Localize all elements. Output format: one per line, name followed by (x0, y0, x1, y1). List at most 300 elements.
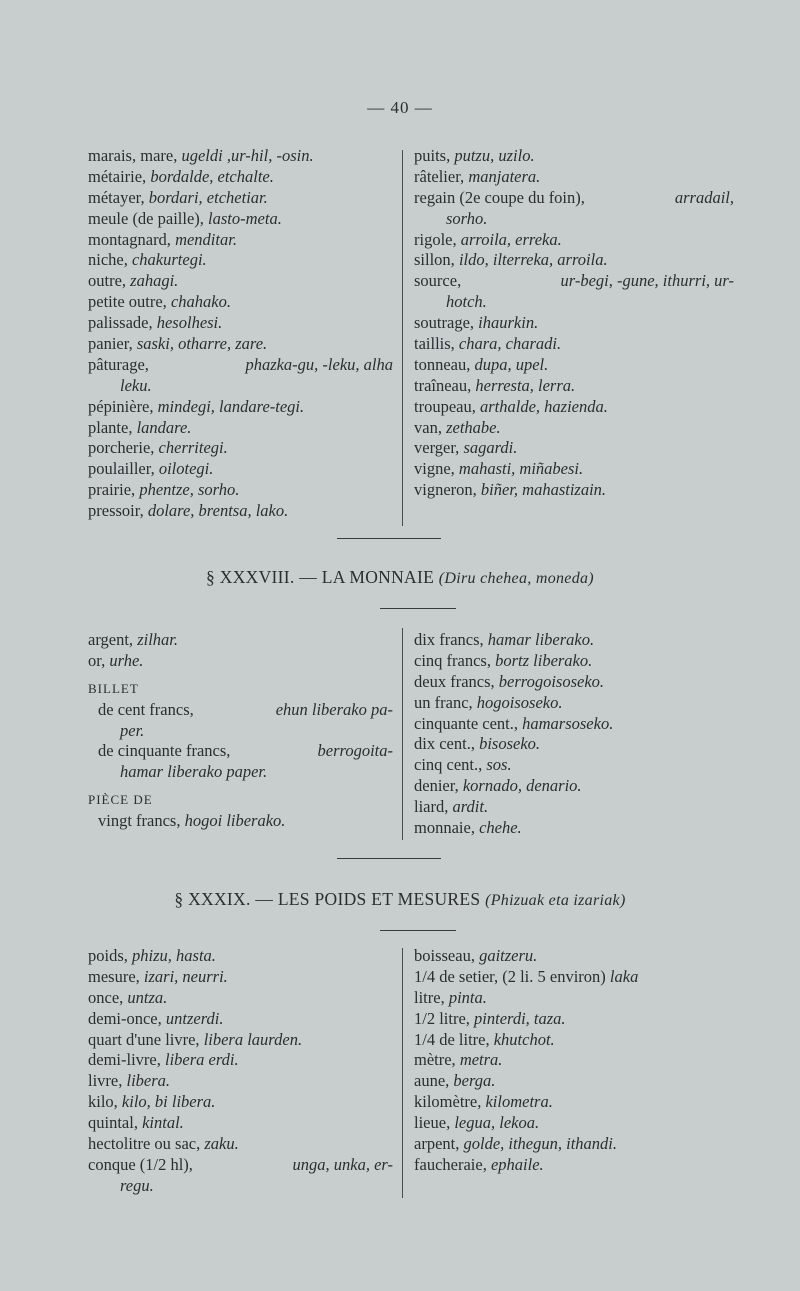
basque-translation: berrogoisoseko. (498, 671, 605, 691)
basque-translation: putzu, uzilo. (454, 146, 535, 165)
dictionary-entry (414, 271, 734, 313)
french-term: vigneron, (414, 480, 481, 500)
french-term: taillis, (414, 334, 459, 354)
dictionary-entry (414, 693, 734, 714)
basque-translation: arthalde, hazienda. (479, 396, 608, 416)
entry-line (88, 271, 393, 292)
french-term: demi-once, (88, 1008, 166, 1028)
entry-line (414, 818, 734, 839)
section-monnaie (84, 630, 734, 845)
dictionary-entry (414, 714, 734, 735)
dictionary-entry (414, 1030, 734, 1051)
dictionary-entry (88, 167, 393, 188)
entry-line (88, 630, 393, 651)
dictionary-entry (88, 1050, 393, 1071)
dictionary-entry (414, 1113, 734, 1134)
french-term: outre, (88, 271, 131, 291)
entry-line (88, 988, 393, 1009)
right-column (414, 946, 734, 1176)
entry-line (414, 1134, 734, 1155)
left-column (88, 630, 393, 832)
entry-line (414, 1071, 734, 1092)
entry-line (414, 967, 734, 988)
entry-line (88, 313, 393, 334)
basque-translation: sagardi. (463, 438, 518, 458)
french-term: niche, (88, 250, 132, 270)
dictionary-entry (414, 459, 734, 480)
dictionary-entry (414, 776, 734, 797)
dictionary-entry (414, 376, 734, 397)
french-term: traîneau, (414, 375, 476, 395)
basque-translation: golde, ithegun, ithandi. (463, 1134, 618, 1154)
basque-translation: bordalde, etchalte. (150, 166, 274, 186)
basque-translation: cherritegi. (158, 438, 228, 458)
dictionary-entry (414, 1071, 734, 1092)
basque-translation: zahagi. (130, 271, 179, 291)
dictionary-entry (414, 438, 734, 459)
dictionary-entry (88, 946, 393, 967)
dictionary-entry (414, 418, 734, 439)
basque-translation: khutchot. (493, 1029, 555, 1049)
entry-line (88, 230, 393, 251)
entry-line (88, 967, 393, 988)
basque-translation: zethabe. (446, 417, 501, 437)
french-term: rigole, (414, 229, 461, 249)
dictionary-entry (88, 741, 393, 783)
basque-translation: libera erdi. (164, 1050, 239, 1070)
french-term: cinq francs, (414, 650, 496, 670)
entry-line (414, 250, 734, 271)
dictionary-entry (414, 755, 734, 776)
entry-line (414, 630, 734, 651)
french-term: argent, (88, 630, 138, 649)
entry-line (88, 1030, 393, 1051)
basque-translation: unga, unka, er- (292, 1154, 393, 1174)
french-term: denier, (414, 776, 463, 796)
basque-translation: menditar. (175, 229, 237, 249)
basque-translation: hogoisoseko. (476, 692, 563, 712)
basque-translation: untza. (127, 987, 168, 1007)
french-term: hectolitre ou sac, (88, 1134, 205, 1154)
basque-translation: arradail, (674, 187, 734, 207)
basque-translation: ihaurkin. (478, 313, 539, 333)
dictionary-entry (414, 230, 734, 251)
basque-translation: ugeldi ,ur-hil, -osin. (181, 146, 314, 165)
dictionary-entry (414, 480, 734, 501)
entry-line (414, 313, 734, 334)
dictionary-entry (88, 418, 393, 439)
basque-translation: laka (609, 966, 639, 986)
entry-line (88, 188, 393, 209)
french-term: marais, mare, (88, 146, 182, 165)
entry-line (88, 1071, 393, 1092)
french-term: van, (414, 417, 447, 437)
dictionary-entry (414, 1050, 734, 1071)
entry-line (88, 397, 393, 418)
basque-translation: chara, charadi. (458, 334, 562, 354)
entry-line (414, 1030, 734, 1051)
dictionary-entry (414, 355, 734, 376)
french-term: puits, (414, 146, 455, 165)
french-term: lieue, (414, 1113, 455, 1133)
entry-line (414, 1009, 734, 1030)
basque-translation: pinterdi, taza. (474, 1008, 566, 1028)
dictionary-entry (88, 1113, 393, 1134)
section-heading-monnaie (0, 567, 800, 588)
entry-line (88, 418, 393, 439)
dictionary-entry (88, 480, 393, 501)
french-term: râtelier, (414, 166, 469, 186)
french-term: vigne, (414, 459, 459, 479)
french-term: kilomètre, (414, 1092, 486, 1112)
dictionary-entry (88, 700, 393, 742)
entry-line (88, 146, 393, 167)
entry-line (414, 755, 734, 776)
french-term: montagnard, (88, 229, 176, 249)
entry-line (414, 734, 734, 755)
french-term: poids, (88, 946, 133, 965)
dictionary-entry (88, 188, 393, 209)
french-term: 1/2 litre, (414, 1008, 475, 1028)
french-term: dix francs, (414, 630, 488, 649)
basque-translation: sos. (486, 755, 512, 775)
column-divider (402, 948, 403, 1198)
separator-rule (380, 930, 456, 931)
dictionary-entry (88, 313, 393, 334)
french-term: prairie, (88, 480, 140, 500)
basque-translation: hogoi liberako. (184, 811, 286, 831)
french-term: dix cent., (414, 734, 480, 754)
dictionary-entry (88, 146, 393, 167)
entry-line (88, 741, 393, 762)
dictionary-entry (88, 250, 393, 271)
dictionary-entry (414, 334, 734, 355)
section-farm-vocabulary (84, 146, 734, 526)
french-term: quart d'une livre, (88, 1029, 204, 1049)
dictionary-entry (88, 1009, 393, 1030)
entry-line (88, 1009, 393, 1030)
right-column (414, 630, 734, 839)
dictionary-entry (414, 250, 734, 271)
dictionary-entry (88, 230, 393, 251)
french-term: liard, (414, 797, 453, 817)
french-term: faucheraie, (414, 1154, 491, 1174)
basque-translation: kintal. (142, 1113, 184, 1133)
entry-line (414, 167, 734, 188)
dictionary-entry (88, 438, 393, 459)
basque-translation: metra. (459, 1050, 503, 1070)
basque-translation: lasto-meta. (208, 208, 282, 228)
heading-subtitle: (Phizuak eta izariak) (485, 892, 626, 909)
entry-line (414, 651, 734, 672)
french-term: plante, (88, 417, 137, 437)
basque-translation: chahako. (170, 292, 231, 312)
entry-line (414, 1113, 734, 1134)
entry-line (88, 292, 393, 313)
basque-continuation: regu. (120, 1175, 154, 1195)
french-term: conque (1/2 hl), (88, 1154, 193, 1174)
entry-line (88, 1092, 393, 1113)
french-term: tonneau, (414, 354, 475, 374)
french-term: 1/4 de setier, (2 li. 5 environ) (414, 966, 610, 986)
french-term: pépinière, (88, 396, 158, 416)
entry-line (88, 501, 393, 522)
right-column (414, 146, 734, 501)
basque-translation: arroila, erreka. (460, 229, 562, 249)
basque-translation: legua, lekoa. (454, 1113, 540, 1133)
french-term: verger, (414, 438, 464, 458)
separator-rule (380, 608, 456, 609)
basque-translation: izari, neurri. (143, 966, 228, 986)
basque-translation: kornado, denario. (462, 776, 582, 796)
french-term: pâturage, (88, 354, 149, 374)
basque-translation: mahasti, miñabesi. (458, 459, 584, 479)
basque-translation: berga. (453, 1071, 496, 1091)
basque-translation: phizu, hasta. (132, 946, 216, 965)
group-label: BILLET (88, 680, 139, 696)
separator-rule (337, 538, 441, 539)
basque-translation: chehe. (479, 818, 522, 838)
french-term: livre, (88, 1071, 127, 1091)
basque-translation: berrogoita- (317, 741, 393, 761)
entry-line (88, 1134, 393, 1155)
french-term: métayer, (88, 187, 149, 207)
dictionary-entry (414, 988, 734, 1009)
basque-translation: saski, otharre, zare. (136, 334, 268, 354)
french-term: regain (2e coupe du foin), (414, 187, 585, 207)
entry-line (414, 459, 734, 480)
entry-line (414, 271, 734, 292)
basque-continuation: per. (120, 720, 145, 740)
french-term: pressoir, (88, 501, 148, 521)
dictionary-entry (88, 988, 393, 1009)
dictionary-entry (88, 967, 393, 988)
left-column (88, 146, 393, 522)
french-term: source, (414, 271, 462, 291)
basque-translation: oilotegi. (158, 459, 214, 479)
entry-line (414, 376, 734, 397)
entry-line (414, 946, 734, 967)
entry-line (88, 700, 393, 721)
french-term: sillon, (414, 250, 459, 270)
entry-line (414, 1155, 734, 1176)
french-term: quintal, (88, 1113, 143, 1133)
entry-line (414, 146, 734, 167)
entry-line (88, 355, 393, 376)
entry-line (88, 334, 393, 355)
entry-line (88, 651, 393, 672)
entry-line (414, 797, 734, 818)
dictionary-entry (414, 734, 734, 755)
dictionary-entry (414, 797, 734, 818)
french-term: palissade, (88, 313, 157, 333)
dictionary-entry (414, 946, 734, 967)
basque-translation: herresta, lerra. (475, 375, 576, 395)
column-divider (402, 150, 403, 526)
basque-translation: ildo, ilterreka, arroila. (458, 250, 608, 270)
french-term: litre, (414, 987, 449, 1007)
basque-translation: ephaile. (490, 1154, 544, 1174)
section-heading-poids-mesures (0, 889, 800, 910)
basque-translation: ehun liberako pa- (275, 699, 393, 719)
entry-line (414, 776, 734, 797)
dictionary-entry (414, 188, 734, 230)
group-label: PIÈCE DE (88, 792, 153, 808)
dictionary-entry (414, 651, 734, 672)
french-term: boisseau, (414, 946, 480, 965)
french-term: poulailler, (88, 459, 159, 479)
basque-translation: phentze, sorho. (139, 480, 240, 500)
entry-line (414, 1050, 734, 1071)
entry-line (414, 693, 734, 714)
entry-line (414, 418, 734, 439)
french-term: soutrage, (414, 313, 479, 333)
french-term: métairie, (88, 166, 151, 186)
dictionary-entry (88, 292, 393, 313)
dictionary-entry (88, 630, 393, 651)
entry-line (88, 811, 393, 832)
basque-translation: chakurtegi. (131, 250, 207, 270)
basque-translation: biñer, mahastizain. (480, 480, 607, 500)
dictionary-entry (88, 355, 393, 397)
basque-translation: zaku. (204, 1134, 239, 1154)
dictionary-entry (414, 1092, 734, 1113)
dictionary-entry (414, 1009, 734, 1030)
dictionary-entry (414, 313, 734, 334)
dictionary-entry (414, 397, 734, 418)
basque-translation: bordari, etchetiar. (148, 187, 268, 207)
basque-translation: mindegi, landare-tegi. (157, 396, 305, 416)
basque-translation: dolare, brentsa, lako. (147, 501, 289, 521)
french-term: aune, (414, 1071, 454, 1091)
dictionary-entry (88, 1071, 393, 1092)
entry-line (414, 714, 734, 735)
entry-line (414, 230, 734, 251)
entry-line (88, 459, 393, 480)
entry-line (88, 1113, 393, 1134)
entry-line (414, 355, 734, 376)
basque-continuation: hotch. (446, 292, 487, 312)
basque-translation: hamarsoseko. (522, 713, 614, 733)
french-term: porcherie, (88, 438, 159, 458)
dictionary-entry (88, 651, 393, 672)
entry-line (414, 480, 734, 501)
section-poids-mesures (84, 946, 734, 1206)
entry-line (414, 672, 734, 693)
french-term: deux francs, (414, 671, 499, 691)
basque-continuation: sorho. (446, 208, 488, 228)
basque-translation: untzerdi. (165, 1008, 224, 1028)
french-term: de cent francs, (98, 699, 194, 719)
french-term: de cinquante francs, (98, 741, 231, 761)
entry-line (88, 946, 393, 967)
entry-line (414, 188, 734, 209)
entry-line (88, 1050, 393, 1071)
basque-continuation: hamar liberako paper. (120, 762, 268, 782)
basque-translation: gaitzeru. (479, 946, 538, 965)
dictionary-entry (414, 630, 734, 651)
dictionary-entry (88, 334, 393, 355)
french-term: once, (88, 987, 128, 1007)
entry-line (88, 250, 393, 271)
french-term: cinquante cent., (414, 713, 523, 733)
french-term: un franc, (414, 692, 477, 712)
dictionary-entry (88, 1092, 393, 1113)
entry-line (414, 988, 734, 1009)
french-term: meule (de paille), (88, 208, 209, 228)
basque-translation: libera laurden. (203, 1029, 303, 1049)
french-term: arpent, (414, 1134, 464, 1154)
french-term: mètre, (414, 1050, 460, 1070)
dictionary-entry (88, 459, 393, 480)
french-term: monnaie, (414, 818, 480, 838)
heading-title: § XXXIX. — LES POIDS ET MESURES (174, 889, 486, 909)
french-term: kilo, (88, 1092, 122, 1112)
basque-translation: kilo, bi libera. (121, 1092, 216, 1112)
dictionary-entry (88, 811, 393, 832)
french-term: vingt francs, (98, 811, 185, 831)
entry-line (414, 438, 734, 459)
basque-translation: libera. (126, 1071, 171, 1091)
french-term: petite outre, (88, 292, 171, 312)
french-term: troupeau, (414, 396, 480, 416)
french-term: or, (88, 650, 110, 670)
entry-line (414, 397, 734, 418)
dictionary-entry (414, 1134, 734, 1155)
heading-subtitle: (Diru chehea, moneda) (438, 570, 594, 587)
basque-translation: bisoseko. (479, 734, 541, 754)
dictionary-entry (414, 146, 734, 167)
entry-line (88, 167, 393, 188)
french-term: cinq cent., (414, 755, 487, 775)
dictionary-entry (88, 501, 393, 522)
dictionary-entry (88, 209, 393, 230)
french-term: 1/4 de litre, (414, 1029, 494, 1049)
dictionary-entry (414, 167, 734, 188)
french-term: demi-livre, (88, 1050, 165, 1070)
entry-line (414, 334, 734, 355)
dictionary-entry (88, 397, 393, 418)
basque-continuation: leku. (120, 375, 152, 395)
dictionary-entry (414, 672, 734, 693)
dictionary-entry (88, 1134, 393, 1155)
dictionary-entry (414, 1155, 734, 1176)
entry-line (88, 1155, 393, 1176)
basque-translation: hamar liberako. (487, 630, 595, 649)
page-number: — 40 — (367, 98, 433, 117)
dictionary-entry (88, 271, 393, 292)
heading-title: § XXXVIII. — LA MONNAIE (206, 567, 439, 587)
basque-translation: bortz liberako. (495, 650, 593, 670)
dictionary-entry (414, 818, 734, 839)
basque-translation: kilometra. (485, 1092, 553, 1112)
basque-translation: phazka-gu, -leku, alha (245, 354, 393, 374)
entry-line (88, 438, 393, 459)
dictionary-entry (88, 1030, 393, 1051)
left-column (88, 946, 393, 1197)
entry-line (414, 1092, 734, 1113)
basque-translation: ur-begi, -gune, ithurri, ur- (560, 271, 734, 291)
basque-translation: hesolhesi. (156, 313, 223, 333)
entry-line (88, 209, 393, 230)
basque-translation: manjatera. (468, 166, 541, 186)
separator-rule (337, 858, 441, 859)
french-term: mesure, (88, 966, 144, 986)
french-term: panier, (88, 334, 137, 354)
basque-translation: dupa, upel. (474, 354, 549, 374)
basque-translation: pinta. (448, 987, 487, 1007)
column-divider (402, 628, 403, 840)
